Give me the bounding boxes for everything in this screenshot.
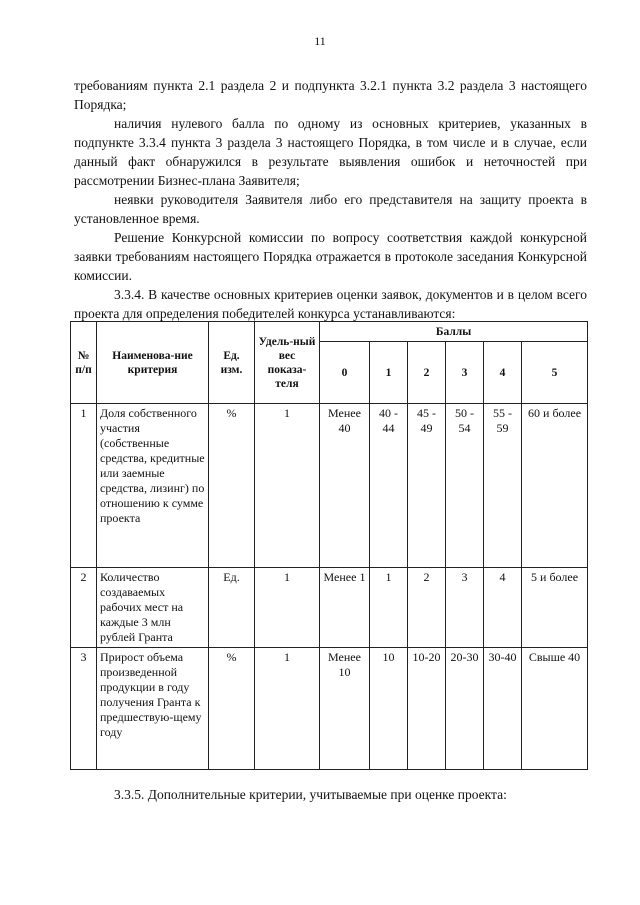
paragraph-section-3-3-4: 3.3.4. В качестве основных критериев оценки заявок, документов и в целом всего проекта для определения победителей конкурса устанавливаются: — [74, 287, 587, 321]
paragraph-continuation: требованиям пункта 2.1 раздела 2 и подпункта 3.2.1 пункта 3.2 раздела 3 настоящего Порядка; — [74, 78, 587, 112]
criterion-name: Количество создаваемых рабочих мест на каждые 3 млн рублей Гранта — [97, 568, 209, 648]
score-2: 10-20 — [408, 648, 446, 770]
score-2: 2 — [408, 568, 446, 648]
row-number: 3 — [71, 648, 97, 770]
score-5: 60 и более — [522, 404, 588, 568]
score-4: 30-40 — [484, 648, 522, 770]
criterion-unit: Ед. — [209, 568, 255, 648]
criterion-name: Доля собственного участия (собственные средства, кредитные или заемные средства, лизинг) по отношению к сумме проекта — [97, 404, 209, 568]
score-0: Менее 1 — [320, 568, 370, 648]
header-number: № п/п — [71, 322, 97, 404]
score-0: Менее 10 — [320, 648, 370, 770]
score-1: 1 — [370, 568, 408, 648]
criteria-table — [70, 321, 588, 770]
score-5: 5 и более — [522, 568, 588, 648]
table-row — [71, 648, 588, 770]
score-0: Менее 40 — [320, 404, 370, 568]
table-row — [71, 568, 588, 648]
header-unit: Ед. изм. — [209, 322, 255, 404]
header-weight: Удель-ный вес показа-теля — [255, 322, 320, 404]
header-score-4: 4 — [484, 342, 522, 404]
header-score-2: 2 — [408, 342, 446, 404]
score-4: 4 — [484, 568, 522, 648]
criterion-weight: 1 — [255, 568, 320, 648]
score-2: 45 - 49 — [408, 404, 446, 568]
criterion-unit: % — [209, 404, 255, 568]
header-criterion-name: Наименова-ние критерия — [97, 322, 209, 404]
row-number: 2 — [71, 568, 97, 648]
paragraph-zero-score: наличия нулевого балла по одному из основных критериев, указанных в подпункте 3.3.4 пункта 3 раздела 3 настоящего Порядка, в том числе и в случае, если данный факт обнаружился в результате выявления ошибок и неточностей при рассмотрении Бизнес-плана Заявителя; — [74, 116, 587, 188]
score-1: 10 — [370, 648, 408, 770]
paragraph-commission-decision: Решение Конкурсной комиссии по вопросу соответствия каждой конкурсной заявки требованиям настоящего Порядка отражается в протоколе заседания Конкурсной комиссии. — [74, 230, 587, 283]
score-4: 55 - 59 — [484, 404, 522, 568]
header-score-0: 0 — [320, 342, 370, 404]
section-3-3-5-heading: 3.3.5. Дополнительные критерии, учитываемые при оценке проекта: — [114, 787, 507, 802]
score-3: 3 — [446, 568, 484, 648]
criterion-weight: 1 — [255, 404, 320, 568]
row-number: 1 — [71, 404, 97, 568]
header-score-5: 5 — [522, 342, 588, 404]
score-1: 40 - 44 — [370, 404, 408, 568]
header-score-3: 3 — [446, 342, 484, 404]
paragraph-no-show: неявки руководителя Заявителя либо его представителя на защиту проекта в установленное время. — [74, 192, 587, 226]
criterion-name: Прирост объема произведенной продукции в году получения Гранта к предшествую-щему году — [97, 648, 209, 770]
score-3: 50 - 54 — [446, 404, 484, 568]
header-score-1: 1 — [370, 342, 408, 404]
header-points: Баллы — [320, 322, 588, 342]
criterion-unit: % — [209, 648, 255, 770]
table-row — [71, 404, 588, 568]
page-number: 11 — [314, 34, 326, 48]
criterion-weight: 1 — [255, 648, 320, 770]
score-5: Свыше 40 — [522, 648, 588, 770]
score-3: 20-30 — [446, 648, 484, 770]
